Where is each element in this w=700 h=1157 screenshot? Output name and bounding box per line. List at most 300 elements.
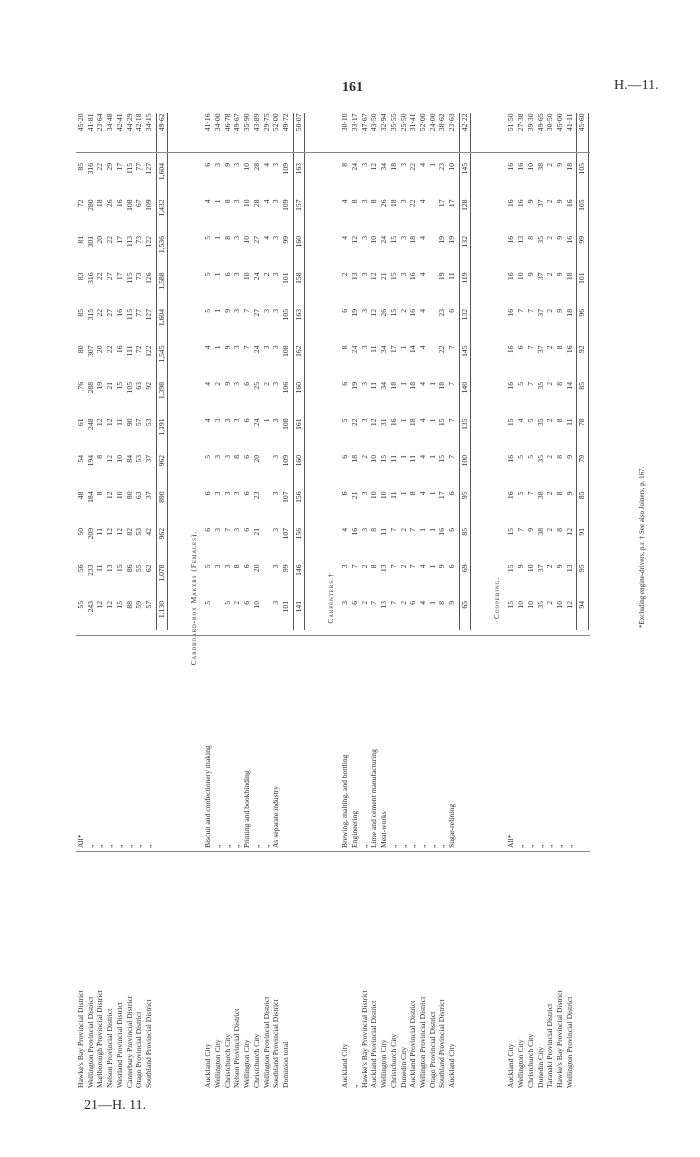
value-cell: 30·10 bbox=[340, 113, 350, 132]
value-cell: 16 bbox=[408, 272, 418, 281]
value-cell: 4 bbox=[261, 163, 271, 167]
value-cell: 38 bbox=[535, 163, 545, 171]
value-cell: 6 bbox=[203, 491, 213, 496]
value-cell: 35 bbox=[535, 236, 545, 244]
section-title: Carpenters.† bbox=[326, 572, 336, 624]
value-cell: 4 bbox=[340, 199, 350, 204]
value-cell: 62 bbox=[143, 564, 153, 573]
value-cell: 90 bbox=[124, 418, 134, 427]
header-reference: H.—11. bbox=[614, 78, 659, 93]
table-row bbox=[408, 108, 418, 1088]
value-cell: 57 bbox=[143, 601, 153, 609]
table-row bbox=[418, 108, 428, 1088]
value-cell: 11 bbox=[95, 564, 105, 572]
total-rule bbox=[470, 114, 471, 631]
value-cell: 4 bbox=[417, 272, 427, 277]
value-cell: 101 bbox=[280, 601, 290, 613]
value-cell: 4 bbox=[417, 309, 427, 313]
value-cell: 12 bbox=[105, 455, 115, 463]
value-cell: 3 bbox=[213, 455, 222, 459]
value-cell: 132 bbox=[459, 236, 469, 248]
value-cell: 2 bbox=[261, 272, 271, 277]
value-cell: 73 bbox=[134, 236, 144, 244]
value-cell: 15 bbox=[388, 309, 398, 317]
industry-cell: „ bbox=[124, 844, 134, 848]
value-cell: 4 bbox=[417, 382, 427, 386]
value-cell: 84 bbox=[124, 455, 134, 463]
value-cell: 3 bbox=[261, 309, 271, 313]
industry-cell: „ bbox=[134, 844, 144, 848]
value-cell: 20 bbox=[95, 236, 105, 244]
value-cell: 243 bbox=[85, 601, 95, 613]
value-cell: 3 bbox=[213, 528, 222, 532]
value-cell: 7 bbox=[388, 528, 398, 532]
place-cell: Nelson Provincial District bbox=[232, 1008, 242, 1088]
value-cell: 3 bbox=[271, 601, 281, 605]
value-cell: 8 bbox=[350, 199, 359, 204]
value-cell: 8 bbox=[222, 199, 232, 204]
value-cell: 37 bbox=[535, 564, 545, 573]
value-cell: 1 bbox=[427, 382, 437, 386]
value-cell: 11 bbox=[369, 382, 379, 390]
value-cell: 288 bbox=[85, 382, 95, 394]
place-cell: Wellington Provincial District bbox=[261, 996, 271, 1088]
value-cell: 29 bbox=[105, 163, 115, 171]
value-cell: 16 bbox=[506, 272, 516, 281]
value-cell: 160 bbox=[293, 382, 303, 394]
value-cell: 41·11 bbox=[564, 113, 574, 131]
value-cell: 72 bbox=[134, 345, 144, 354]
value-cell: 162 bbox=[293, 345, 303, 357]
value-cell: 3 bbox=[359, 528, 369, 532]
value-cell: 27 bbox=[251, 309, 261, 317]
place-cell: Dominion total bbox=[280, 1041, 290, 1088]
value-cell: 38 bbox=[535, 528, 545, 536]
value-cell: 15 bbox=[506, 528, 516, 536]
industry-cell: As separate industry bbox=[271, 786, 281, 848]
footer-reference: 21—H. 11. bbox=[84, 1098, 147, 1113]
industry-cell: „ bbox=[525, 844, 535, 848]
place-cell: Wellington Provincial District bbox=[85, 996, 95, 1088]
value-cell: 12 bbox=[105, 601, 115, 609]
value-cell: 3 bbox=[222, 564, 232, 569]
value-cell: 99 bbox=[280, 236, 290, 244]
value-cell: 12 bbox=[369, 272, 379, 281]
value-cell: 5 bbox=[525, 455, 535, 459]
value-cell: 7 bbox=[242, 345, 252, 350]
place-cell: Southland Provincial District bbox=[271, 999, 281, 1088]
value-cell: 38 bbox=[535, 491, 545, 500]
value-cell: 3 bbox=[232, 199, 242, 204]
value-cell: 11 bbox=[369, 345, 379, 353]
value-cell: 20 bbox=[95, 345, 105, 354]
industry-cell: „ bbox=[143, 844, 153, 848]
place-cell: Canterbury Provincial District bbox=[124, 996, 134, 1088]
value-cell: 80 bbox=[76, 345, 85, 354]
value-cell: 35 bbox=[535, 601, 545, 609]
value-cell: 27 bbox=[251, 236, 261, 244]
value-cell: 22 bbox=[105, 345, 115, 354]
value-cell: 3 bbox=[340, 601, 350, 605]
value-cell: 2 bbox=[261, 382, 271, 386]
value-cell: 3 bbox=[271, 272, 281, 277]
value-cell: 45·00 bbox=[554, 113, 564, 132]
table-row bbox=[360, 108, 370, 1088]
value-cell: 3 bbox=[213, 491, 222, 496]
value-cell: 3 bbox=[271, 382, 281, 386]
value-cell: 16 bbox=[350, 528, 359, 536]
value-cell: 1 bbox=[213, 309, 222, 313]
table-row bbox=[555, 108, 565, 1088]
value-cell: 11 bbox=[379, 528, 389, 536]
value-cell: 24 bbox=[251, 345, 261, 354]
value-cell: 7 bbox=[447, 418, 456, 423]
value-cell: 3 bbox=[398, 199, 408, 204]
value-cell: 12 bbox=[95, 601, 105, 609]
value-cell: 9 bbox=[554, 564, 564, 569]
value-cell: 1,545 bbox=[156, 345, 166, 363]
value-cell: 1 bbox=[427, 491, 437, 496]
value-cell: 15 bbox=[506, 418, 516, 427]
value-cell: 22 bbox=[105, 236, 115, 244]
value-cell: 6 bbox=[447, 491, 456, 496]
value-cell: 65 bbox=[459, 601, 469, 609]
value-cell: 101 bbox=[280, 272, 290, 284]
value-cell: 161 bbox=[293, 418, 303, 430]
value-cell: 3 bbox=[271, 491, 281, 496]
industry-cell: „ bbox=[516, 844, 526, 848]
value-cell: 4 bbox=[516, 418, 526, 423]
value-cell: 8 bbox=[554, 528, 564, 532]
value-cell: 105 bbox=[577, 199, 587, 211]
value-cell: 67 bbox=[134, 199, 144, 208]
value-cell: 14 bbox=[564, 382, 574, 390]
value-cell: 3 bbox=[271, 199, 281, 204]
place-cell: Otago Provincial District bbox=[427, 1011, 437, 1088]
value-cell: 77 bbox=[134, 309, 144, 317]
value-cell: 42·41 bbox=[114, 113, 124, 132]
value-cell: 107 bbox=[280, 528, 290, 540]
value-cell: 128 bbox=[459, 199, 469, 211]
value-cell: 3 bbox=[222, 418, 232, 423]
value-cell: 8 bbox=[554, 382, 564, 386]
place-cell: Wellington City bbox=[242, 1039, 252, 1088]
value-cell: 4 bbox=[417, 345, 427, 350]
value-cell: 1,604 bbox=[156, 163, 166, 181]
value-cell: 1 bbox=[213, 345, 222, 350]
value-cell: 55 bbox=[134, 564, 144, 573]
value-cell: 109 bbox=[143, 199, 153, 211]
value-cell: 50·07 bbox=[293, 113, 303, 132]
value-cell: 316 bbox=[85, 163, 95, 175]
value-cell: 6 bbox=[340, 455, 350, 459]
industry-cell: „ bbox=[222, 844, 232, 848]
value-cell: 3 bbox=[271, 163, 281, 167]
value-cell: 44·29 bbox=[124, 113, 134, 132]
value-cell: 5 bbox=[203, 455, 213, 459]
value-cell: 18 bbox=[408, 418, 418, 427]
value-cell: 22 bbox=[408, 199, 418, 208]
value-cell: 4 bbox=[203, 382, 213, 386]
value-cell: 1,078 bbox=[156, 564, 166, 582]
value-cell: 11 bbox=[95, 528, 105, 536]
value-cell: 5 bbox=[516, 491, 526, 496]
value-cell: 3 bbox=[271, 455, 281, 459]
value-cell: 24 bbox=[251, 418, 261, 427]
value-cell: 37 bbox=[535, 345, 545, 354]
value-cell: 7 bbox=[525, 382, 535, 386]
value-cell: 1,604 bbox=[156, 309, 166, 327]
value-cell: 95 bbox=[577, 564, 587, 573]
value-cell: 8 bbox=[554, 491, 564, 496]
value-cell: 105 bbox=[577, 163, 587, 175]
industry-cell: Lime and cement manufacturing bbox=[369, 749, 379, 848]
table-row bbox=[262, 108, 272, 1088]
value-cell: 4 bbox=[417, 236, 427, 240]
value-cell: 1 bbox=[427, 601, 437, 605]
value-cell: 19 bbox=[95, 382, 105, 390]
value-cell: 5 bbox=[222, 601, 232, 605]
value-cell: 33·17 bbox=[350, 113, 359, 132]
industry-cell: Meat-works bbox=[379, 811, 389, 848]
value-cell: 1,398 bbox=[156, 382, 166, 400]
value-cell: 95 bbox=[459, 491, 469, 500]
industry-cell: All* bbox=[506, 834, 516, 848]
value-cell: 4 bbox=[417, 455, 427, 459]
place-cell: Christchurch City bbox=[251, 1033, 261, 1088]
industry-cell: Biscuit and confectionery making bbox=[203, 745, 213, 848]
value-cell: 160 bbox=[293, 236, 303, 248]
value-cell: 4 bbox=[261, 236, 271, 240]
value-cell: 45·20 bbox=[76, 113, 85, 132]
table-row bbox=[350, 108, 360, 1088]
value-cell: 315 bbox=[85, 309, 95, 321]
industry-cell: Sugar-refining bbox=[447, 803, 456, 848]
value-cell: 122 bbox=[143, 236, 153, 248]
value-cell: 88 bbox=[124, 601, 134, 609]
value-cell: 6 bbox=[447, 528, 456, 532]
value-cell: 10 bbox=[379, 491, 389, 500]
value-cell: 9 bbox=[554, 309, 564, 313]
place-cell: Christchurch City bbox=[525, 1033, 535, 1088]
value-cell: 113 bbox=[124, 236, 134, 248]
value-cell: 19 bbox=[447, 236, 456, 244]
value-cell: 21 bbox=[251, 528, 261, 536]
value-cell: 156 bbox=[293, 528, 303, 540]
value-cell: 37 bbox=[535, 272, 545, 281]
value-cell: 13 bbox=[379, 564, 389, 573]
value-cell: 1,588 bbox=[156, 272, 166, 290]
value-cell: 9 bbox=[554, 272, 564, 277]
value-cell: 8 bbox=[525, 236, 535, 240]
value-cell: 1 bbox=[213, 199, 222, 204]
section-title: Coopering. bbox=[492, 576, 502, 620]
value-cell: 16 bbox=[506, 345, 516, 354]
value-cell: 21 bbox=[105, 382, 115, 390]
value-cell: 37 bbox=[143, 455, 153, 463]
value-cell: 49·72 bbox=[280, 113, 290, 132]
value-cell: 32·94 bbox=[379, 113, 389, 132]
value-cell: 145 bbox=[459, 163, 469, 175]
value-cell: 7 bbox=[350, 564, 359, 569]
value-cell: 6 bbox=[242, 491, 252, 496]
value-cell: 24 bbox=[379, 236, 389, 244]
value-cell: 12 bbox=[369, 163, 379, 171]
value-cell: 2 bbox=[340, 272, 350, 277]
value-cell: 1,191 bbox=[156, 418, 166, 436]
value-cell: 18 bbox=[564, 272, 574, 281]
value-cell: 18 bbox=[408, 236, 418, 244]
value-cell: 30·50 bbox=[545, 113, 555, 132]
value-cell: 41·16 bbox=[203, 113, 213, 132]
value-cell: 106 bbox=[280, 382, 290, 394]
value-cell: 3 bbox=[232, 491, 242, 496]
value-cell: 108 bbox=[124, 199, 134, 211]
place-cell: Wellington Provincial District bbox=[564, 996, 574, 1088]
value-cell: 3 bbox=[232, 163, 242, 167]
value-cell: 10 bbox=[114, 455, 124, 463]
place-cell: Auckland City bbox=[203, 1043, 213, 1088]
value-cell: 1 bbox=[427, 455, 437, 459]
value-cell: 16 bbox=[506, 491, 516, 500]
value-cell: 2 bbox=[545, 418, 555, 423]
place-cell: Christchurch City bbox=[388, 1033, 398, 1088]
value-cell: 109 bbox=[280, 199, 290, 211]
value-cell: 1 bbox=[398, 491, 408, 496]
value-cell: 6 bbox=[242, 564, 252, 569]
table-row bbox=[526, 108, 536, 1088]
value-cell: 9 bbox=[447, 601, 456, 605]
place-cell: Hawke's Bay Provincial District bbox=[76, 990, 85, 1088]
industry-cell: „ bbox=[105, 844, 115, 848]
value-cell: 157 bbox=[293, 199, 303, 211]
place-cell: Southland Provincial District bbox=[437, 999, 447, 1088]
table-row bbox=[203, 108, 213, 1088]
value-cell: 57 bbox=[134, 418, 144, 427]
value-cell: 8 bbox=[222, 236, 232, 240]
value-cell: 17 bbox=[114, 163, 124, 171]
value-cell: 4 bbox=[340, 236, 350, 240]
value-cell: 78 bbox=[577, 418, 587, 427]
value-cell: 13 bbox=[105, 564, 115, 573]
value-cell: 10 bbox=[251, 601, 261, 609]
value-cell: 1 bbox=[213, 272, 222, 277]
value-cell: 92 bbox=[143, 382, 153, 390]
value-cell: 31·41 bbox=[408, 113, 418, 132]
value-cell: 9 bbox=[222, 309, 232, 313]
value-cell: 5 bbox=[516, 455, 526, 459]
value-cell: 3 bbox=[222, 455, 232, 459]
value-cell: 316 bbox=[85, 272, 95, 284]
value-cell: 28 bbox=[251, 163, 261, 171]
table-row bbox=[545, 108, 555, 1088]
value-cell: 108 bbox=[280, 345, 290, 357]
value-cell: 29·75 bbox=[261, 113, 271, 132]
value-cell: 8 bbox=[95, 491, 105, 496]
table-row bbox=[223, 108, 233, 1088]
value-cell: 2 bbox=[398, 528, 408, 532]
value-cell: 46·78 bbox=[222, 113, 232, 132]
value-cell: 83 bbox=[76, 272, 85, 281]
value-cell: 35 bbox=[535, 382, 545, 390]
value-cell: 55 bbox=[76, 601, 85, 609]
value-cell: 91 bbox=[577, 528, 587, 536]
table-row bbox=[536, 108, 546, 1088]
value-cell: 13 bbox=[379, 601, 389, 609]
value-cell: 3 bbox=[271, 418, 281, 423]
table-row bbox=[115, 108, 125, 1088]
table-row bbox=[565, 108, 575, 1088]
value-cell: 35 bbox=[535, 418, 545, 427]
value-cell: 3 bbox=[232, 236, 242, 240]
value-cell: 59 bbox=[134, 601, 144, 609]
value-cell: 7 bbox=[447, 455, 456, 459]
value-cell: 41·81 bbox=[85, 113, 95, 132]
value-cell: 3 bbox=[213, 163, 222, 167]
value-cell: 16 bbox=[506, 382, 516, 390]
value-cell: 34 bbox=[379, 345, 389, 354]
value-cell: 6 bbox=[408, 601, 418, 605]
value-cell: 3 bbox=[271, 345, 281, 350]
industry-cell: „ bbox=[359, 844, 369, 848]
value-cell: 92 bbox=[577, 345, 587, 354]
value-cell: 2 bbox=[545, 163, 555, 167]
place-cell: Hawke's Bay Provincial District bbox=[359, 990, 369, 1088]
value-cell: 28 bbox=[251, 199, 261, 208]
value-cell: 6 bbox=[242, 382, 252, 386]
value-cell: 5 bbox=[340, 418, 350, 423]
value-cell: 53 bbox=[134, 455, 144, 463]
value-cell: 17 bbox=[437, 491, 447, 500]
place-cell: Hawke's Bay Provincial District bbox=[554, 990, 564, 1088]
value-cell: 15 bbox=[388, 272, 398, 281]
place-cell: Auckland Provincial District bbox=[408, 1000, 418, 1088]
value-cell: 47·67 bbox=[359, 113, 369, 132]
value-cell: 7 bbox=[222, 528, 232, 532]
value-cell: 18 bbox=[564, 163, 574, 171]
value-cell: 15 bbox=[437, 455, 447, 463]
value-cell: 16 bbox=[388, 418, 398, 427]
table-row bbox=[399, 108, 409, 1088]
value-cell: 10 bbox=[242, 163, 252, 171]
value-cell: 3 bbox=[222, 491, 232, 496]
value-cell: 34 bbox=[379, 382, 389, 390]
value-cell: 23 bbox=[437, 309, 447, 317]
place-cell: Wellington City bbox=[379, 1039, 389, 1088]
value-cell: 12 bbox=[369, 418, 379, 427]
value-cell: 16 bbox=[408, 309, 418, 317]
value-cell: 10 bbox=[242, 236, 252, 244]
value-cell: 122 bbox=[143, 345, 153, 357]
value-cell: 56 bbox=[76, 564, 85, 573]
value-cell: 22 bbox=[350, 418, 359, 427]
place-cell: Nelson Provincial District bbox=[105, 1008, 115, 1088]
value-cell: 16 bbox=[437, 528, 447, 536]
value-cell: 2 bbox=[359, 601, 369, 605]
value-cell: 52·00 bbox=[417, 113, 427, 132]
value-cell: 85 bbox=[76, 163, 85, 171]
value-cell: 20 bbox=[251, 455, 261, 463]
value-cell: 8 bbox=[369, 199, 379, 204]
value-cell: 16 bbox=[564, 236, 574, 244]
place-cell: Auckland Provincial District bbox=[369, 1000, 379, 1088]
value-cell: 15 bbox=[437, 418, 447, 427]
value-cell: 184 bbox=[85, 491, 95, 503]
value-cell: 22 bbox=[95, 272, 105, 281]
value-cell: 22 bbox=[437, 345, 447, 354]
table-row bbox=[232, 108, 242, 1088]
value-cell: 11 bbox=[447, 272, 456, 280]
